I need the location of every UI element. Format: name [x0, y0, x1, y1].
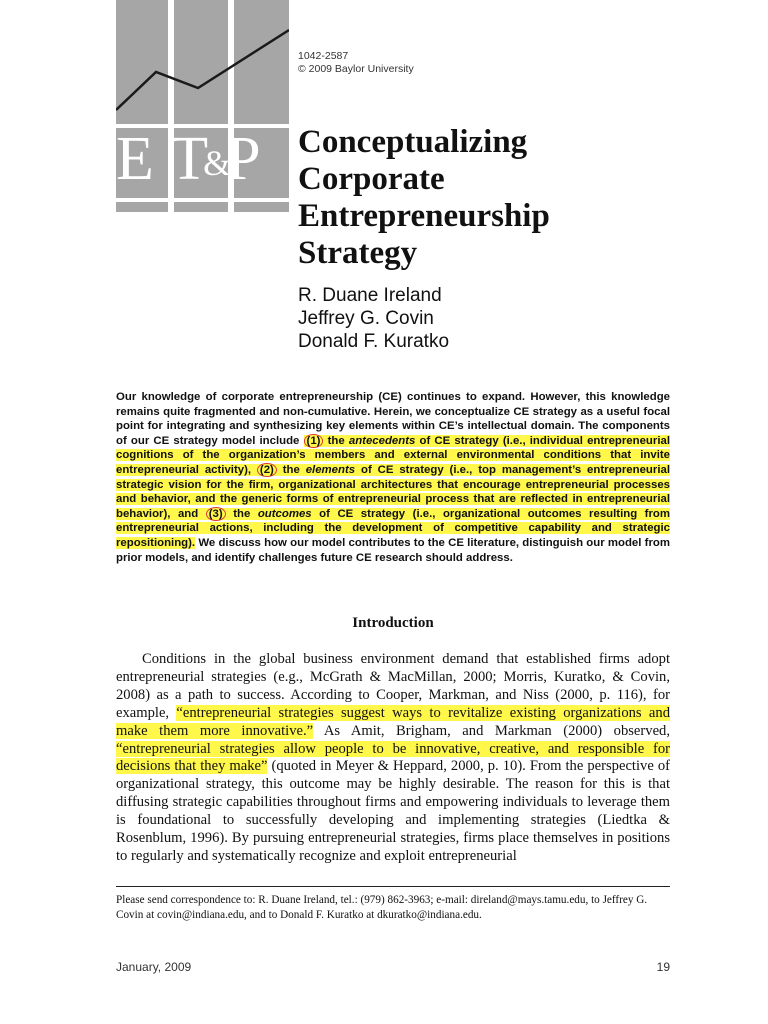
author-name: Donald F. Kuratko — [298, 331, 450, 352]
abstract-term-antecedents: antecedents — [348, 434, 416, 447]
logo-letter-p: P — [226, 125, 262, 193]
issue-date: January, 2009 — [116, 960, 192, 974]
logo-lettering — [116, 125, 289, 194]
footnote-divider — [116, 886, 670, 887]
abstract-highlight-text: of CE strategy (i.e., top management’s entrepreneurial strategic vision for the firm, organizational architectures that encourage entrepreneurial processes and behavior, and the generic forms of entrepreneurial process that are reflected in entrepreneurial behavior), and — [116, 463, 670, 520]
title-line: Conceptualizing — [298, 124, 528, 160]
title-line: Entrepreneurship — [298, 198, 550, 234]
logo-letter-t: T — [170, 125, 210, 193]
abstract-highlight-text: of CE strategy (i.e., individual entrepreneurial cognitions of the organization’s members and external environmental conditions that invite entrepreneurial activity), — [116, 434, 670, 476]
page-number: 19 — [656, 960, 670, 974]
annotation-circle-3: (3) — [206, 507, 226, 521]
abstract-term-elements: elements — [305, 463, 356, 476]
highlighted-quote-1: “entrepreneurial strategies suggest ways to revitalize existing organizations and make them more innovative.” — [116, 704, 670, 739]
abstract-highlight-text: the — [323, 434, 349, 447]
annotation-circle-1: (1) — [304, 434, 324, 448]
correspondence-footnote: Please send correspondence to: R. Duane Ireland, tel.: (979) 862-3963; e-mail: direland@mays.tamu.edu, to Jeffrey G. Covin at covin@indiana.edu, and to Donald F. Kuratko at dkuratko@indiana.edu. — [116, 894, 648, 921]
body-text: Conditions in the global business environment demand that established firms adopt entrepreneurial strategies (e.g., McGrath & MacMillan, 2000; Morris, Kuratko, & Covin, 2008) as a path to success. According to Cooper, Markman, and Niss (2000, p. 116), for example, — [116, 651, 670, 721]
paper-title — [298, 124, 550, 272]
title-line: Strategy — [298, 235, 418, 271]
abstract-highlight-text: the — [225, 507, 258, 520]
body-text: As Amit, Brigham, and Markman (2000) observed, — [313, 722, 670, 739]
body-paragraph — [116, 651, 670, 866]
logo-letter-e: E — [116, 125, 155, 193]
copyright: © 2009 Baylor University — [298, 63, 414, 75]
logo-ampersand: & — [203, 143, 233, 183]
title-line: Corporate — [298, 161, 445, 197]
abstract-highlight-text: of CE strategy (i.e., organizational outcomes resulting from entrepreneurial actions, including the development of competitive capability and strategic repositioning). — [116, 507, 670, 549]
author-name: Jeffrey G. Covin — [298, 308, 434, 329]
abstract-text: Our knowledge of corporate entrepreneurship (CE) continues to expand. However, this knowledge remains quite fragmented and non-cumulative. Herein, we conceptualize CE strategy as a useful focal point for integrating and synthesizing key elements within CE’s intellectual domain. The components of our CE strategy model include — [116, 391, 670, 447]
journal-meta — [298, 50, 414, 76]
author-name: R. Duane Ireland — [298, 285, 442, 306]
journal-logo — [116, 0, 289, 212]
section-heading: Introduction — [352, 615, 434, 631]
annotation-circle-2: (2) — [257, 463, 277, 477]
body-text: (quoted in Meyer & Heppard, 2000, p. 10). From the perspective of organizational strategy, this outcome may be highly desirable. The reason for this is that diffusing strategic capabilities throughout firms and empowering individuals to leverage them is foundational to successfully developing and implementing strategies (Liedtka & Rosenblum, 1996). By pursuing entrepreneurial strategies, firms place themselves in positions to regularly and systematically recognize and exploit entrepreneurial — [116, 758, 670, 864]
issn: 1042-2587 — [298, 50, 349, 62]
abstract-highlight — [116, 435, 670, 549]
author-list — [298, 284, 449, 353]
abstract-term-outcomes: outcomes — [257, 507, 312, 520]
abstract-text: We discuss how our model contributes to the CE literature, distinguish our model from prior models, and identify challenges future CE research should address. — [116, 536, 670, 564]
abstract — [116, 390, 670, 565]
abstract-highlight-text: the — [276, 463, 306, 476]
highlighted-quote-2: “entrepreneurial strategies allow people to be innovative, creative, and responsible for decisions that they make” — [116, 740, 670, 775]
